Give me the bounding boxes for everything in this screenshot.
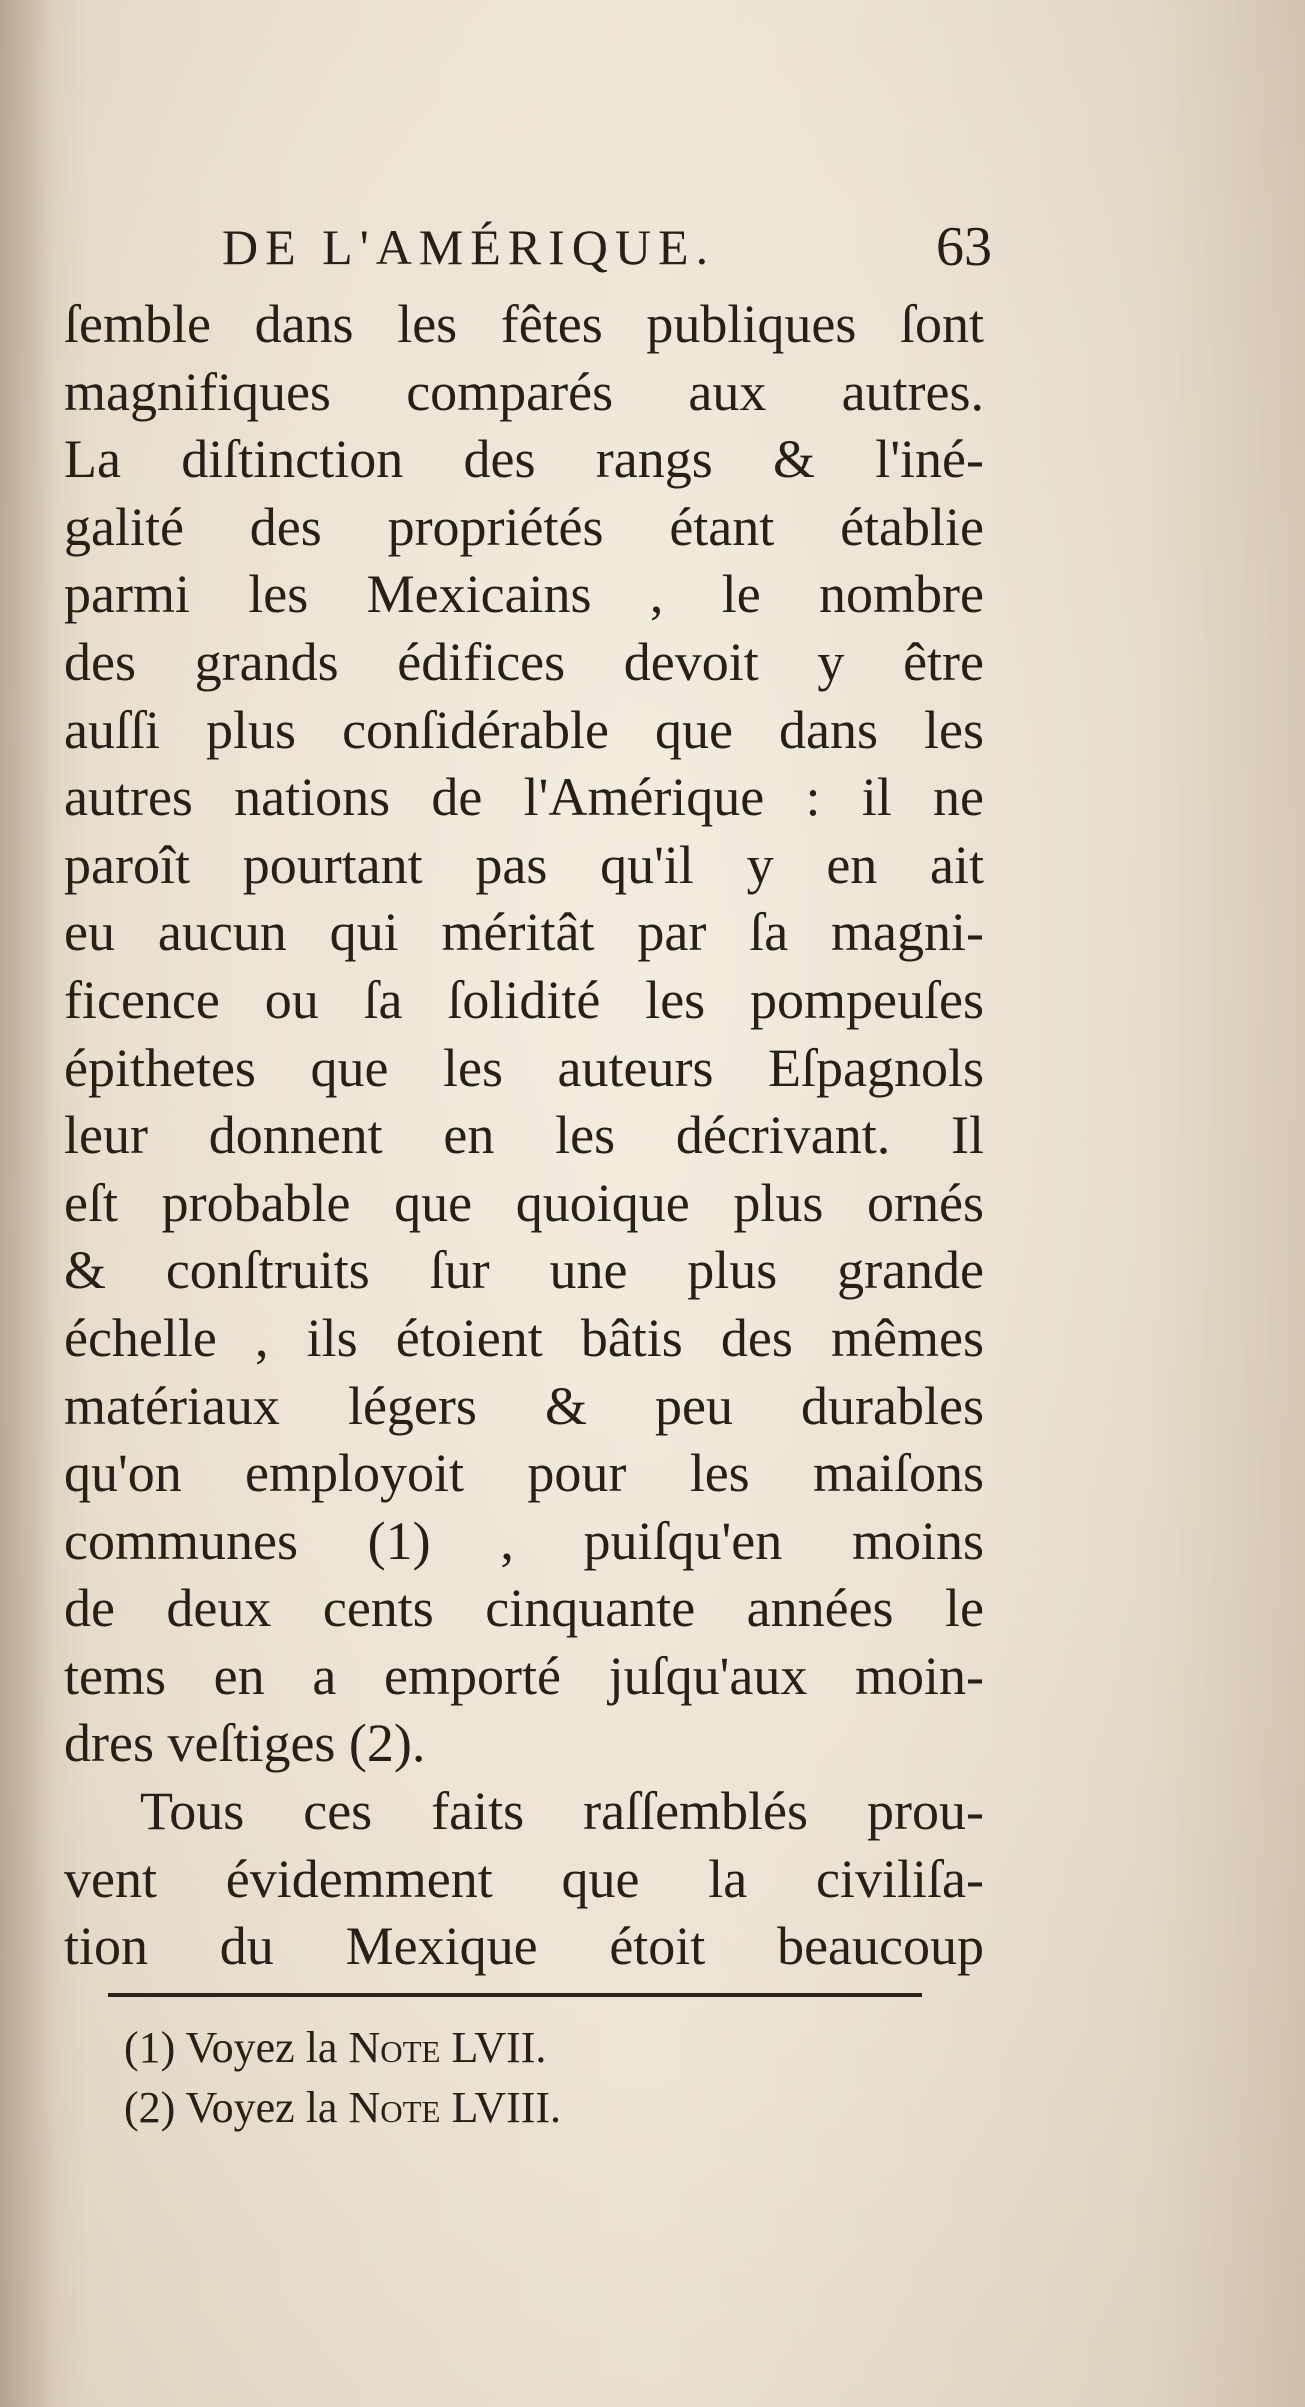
- text-line: galité des propriétés étant établie: [64, 496, 984, 557]
- running-head: DE L'AMÉRIQUE.: [222, 219, 716, 275]
- text-line: qu'on employoit pour les maiſons: [64, 1443, 984, 1504]
- text-line: eu aucun qui méritât par ſa magni-: [64, 902, 984, 963]
- text-line: La diſtinction des rangs & l'iné-: [64, 429, 984, 490]
- footnote-rule: [108, 1993, 922, 1997]
- text-line: ficence ou ſa ſolidité les pompeuſes: [64, 969, 984, 1030]
- body-text: [64, 291, 984, 1981]
- footnotes: [124, 2018, 824, 2138]
- text-line: auſſi plus conſidérable que dans les: [64, 699, 984, 760]
- footnote-marker: (2): [124, 2083, 176, 2132]
- footnote: [124, 2018, 824, 2078]
- footnote-reference: Note LVII.: [348, 2023, 547, 2072]
- gutter-shadow: [0, 0, 55, 2407]
- text-line: ſemble dans les fêtes publiques ſont: [64, 294, 984, 354]
- page-header: [222, 212, 992, 282]
- footnote: [124, 2078, 824, 2138]
- text-line: dres veſtiges (2).: [64, 1713, 426, 1774]
- footnote-text: Voyez la: [185, 2023, 338, 2072]
- text-line: communes (1) , puiſqu'en moins: [64, 1510, 984, 1571]
- text-line: des grands édifices devoit y être: [64, 631, 984, 692]
- text-line: matériaux légers & peu durables: [64, 1375, 984, 1436]
- text-line: autres nations de l'Amérique : il ne: [64, 767, 984, 828]
- footnote-text: Voyez la: [185, 2083, 338, 2132]
- paragraph-start-line: Tous ces faits raſſemblés prou-: [140, 1781, 984, 1842]
- text-line: épithetes que les auteurs Eſpagnols: [64, 1037, 984, 1098]
- text-line: tems en a emporté juſqu'aux moin-: [64, 1645, 984, 1706]
- text-line: échelle , ils étoient bâtis des mêmes: [64, 1307, 984, 1368]
- text-line: vent évidemment que la civiliſa-: [64, 1848, 984, 1909]
- text-line: tion du Mexique étoit beaucoup: [64, 1916, 984, 1977]
- text-line: de deux cents cinquante années le: [64, 1578, 984, 1639]
- text-line: eſt probable que quoique plus ornés: [64, 1172, 984, 1233]
- footnote-reference: Note LVIII.: [348, 2083, 562, 2132]
- text-line: magnifiques comparés aux autres.: [64, 361, 984, 422]
- text-line: paroît pourtant pas qu'il y en ait: [64, 834, 984, 895]
- footnote-marker: (1): [124, 2023, 176, 2072]
- text-line: & conſtruits ſur une plus grande: [64, 1240, 984, 1301]
- text-line: leur donnent en les décrivant. Il: [64, 1105, 984, 1166]
- text-line: parmi les Mexicains , le nombre: [64, 564, 984, 625]
- page-number: 63: [936, 216, 992, 278]
